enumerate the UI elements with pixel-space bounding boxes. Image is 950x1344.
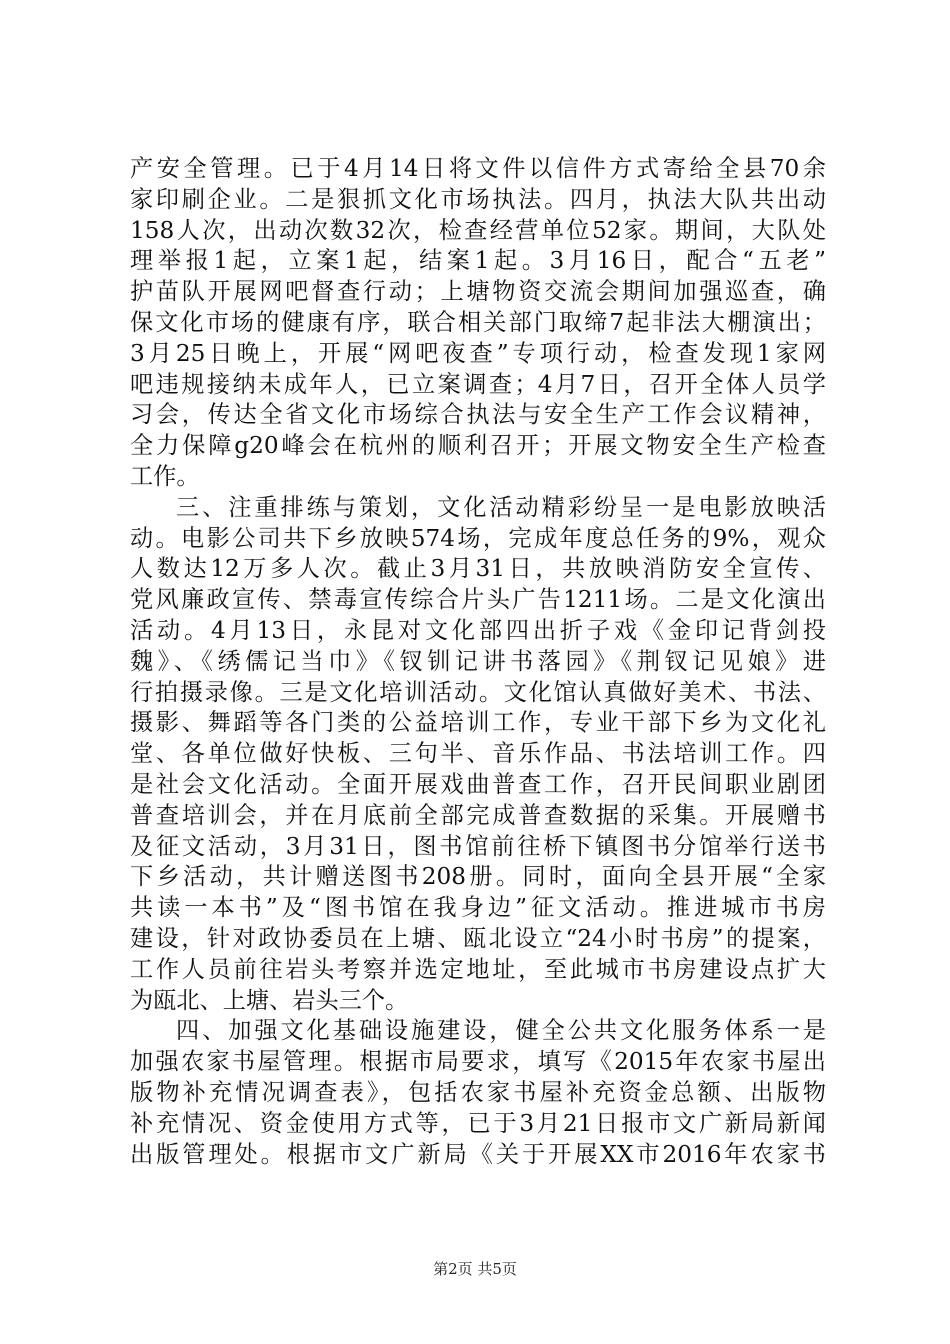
text-line: 及征文活动，3月31日，图书馆前往桥下镇图书分馆举行送书 [130,832,826,860]
text-line: 普查培训会，并在月底前全部完成普查数据的采集。开展赠书 [130,801,826,829]
text-line: 党风廉政宣传、禁毒宣传综合片头广告1211场。二是文化演出 [130,586,826,614]
text-line: 工作。 [130,462,200,490]
text-line: 补充情况、资金使用方式等，已于3月21日报市文广新局新闻 [130,1109,826,1137]
section-heading-line: 四、加强文化基础设施建设，健全公共文化服务体系一是 [176,1017,826,1045]
text-line: 护苗队开展网吧督查行动；上塘物资交流会期间加强巡查，确 [130,278,826,306]
text-line: 保文化市场的健康有序，联合相关部门取缔7起非法大棚演出； [130,308,826,336]
text-line: 堂、各单位做好快板、三句半、音乐作品、书法培训工作。四 [130,740,826,768]
text-line: 产安全管理。已于4月14日将文件以信件方式寄给全县70余 [130,155,826,182]
text-line: 下乡活动，共计赠送图书208册。同时，面向全县开展“全家 [130,863,826,891]
text-line: 版物补充情况调查表》，包括农家书屋补充资金总额、出版物 [130,1078,826,1106]
text-line: 人数达12万多人次。截止3月31日，共放映消防安全宣传、 [130,555,826,583]
text-line: 家印刷企业。二是狠抓文化市场执法。四月，执法大队共出动 [130,185,826,213]
text-line: 出版管理处。根据市文广新局《关于开展XX市2016年农家书 [130,1140,826,1168]
text-line: 是社会文化活动。全面开展戏曲普查工作，召开民间职业剧团 [130,770,826,798]
page-footer: 第2页 共5页 [433,1260,517,1278]
text-line: 活动。4月13日，永昆对文化部四出折子戏《金印记背剑投 [130,616,826,644]
text-line: 3月25日晚上，开展“网吧夜查”专项行动，检查发现1家网 [130,339,826,367]
text-line: 理举报1起，立案1起，结案1起。3月16日，配合“五老” [130,247,826,275]
text-line: 魏》、《绣儒记当巾》《钗钏记讲书落园》《荆钗记见娘》进 [130,647,826,675]
text-line: 加强农家书屋管理。根据市局要求，填写《2015年农家书屋出 [130,1048,826,1076]
text-line: 建设，针对政协委员在上塘、瓯北设立“24小时书房”的提案， [130,924,826,952]
text-line: 习会，传达全省文化市场综合执法与安全生产工作会议精神， [130,401,826,429]
text-line: 全力保障g20峰会在杭州的顺利召开；开展文物安全生产检查 [130,432,826,460]
text-line: 行拍摄录像。三是文化培训活动。文化馆认真做好美术、书法、 [130,678,826,706]
text-line: 工作人员前往岩头考察并选定地址，至此城市书房建设点扩大 [130,955,826,983]
text-line: 共读一本书”及“图书馆在我身边”征文活动。推进城市书房 [130,894,826,922]
text-line: 为瓯北、上塘、岩头三个。 [130,986,409,1014]
section-heading-line: 三、注重排练与策划，文化活动精彩纷呈一是电影放映活 [176,493,826,521]
text-line: 158人次，出动次数32次，检查经营单位52家。期间，大队处 [130,216,826,244]
body-text [130,154,826,1170]
text-line: 摄影、舞蹈等各门类的公益培训工作，专业干部下乡为文化礼 [130,709,826,737]
text-line: 吧违规接纳未成年人，已立案调查；4月7日，召开全体人员学 [130,370,826,398]
text-line: 动。电影公司共下乡放映574场，完成年度总任务的9%，观众 [130,524,826,552]
